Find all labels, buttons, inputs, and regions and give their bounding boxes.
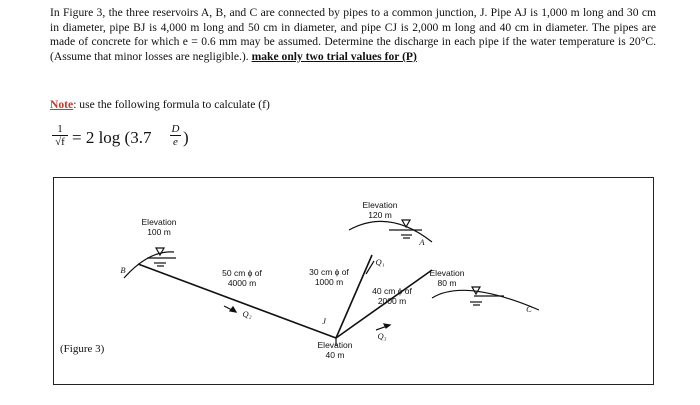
- pipe-cj-label: 40 cm ϕ of 2000 m: [372, 286, 412, 306]
- flow-q3: Q₃: [377, 331, 387, 341]
- formula-equation: = 2 log (3.7: [72, 128, 152, 147]
- reservoir-b-elevation: Elevation 100 m: [141, 217, 177, 237]
- formula-close: ): [183, 128, 189, 147]
- pipe-aj-label: 30 cm ϕ of 1000 m: [309, 267, 349, 287]
- note-label: Note: [50, 98, 74, 111]
- note-text: : use the following formula to calculate (f): [73, 98, 270, 111]
- flow-q2: Q₂: [242, 309, 252, 319]
- reservoir-b-letter: B: [120, 265, 126, 275]
- reservoir-c-outline: [432, 290, 539, 310]
- figure-caption: (Figure 3): [60, 343, 105, 355]
- figure-3: [53, 177, 654, 385]
- note-line: [50, 98, 270, 112]
- formula-rhs-numerator: D: [171, 123, 180, 135]
- problem-text: In Figure 3, the three reservoirs A, B, and C are connected by pipes to a common junction, J. Pipe AJ is 1,000 m long and 30 cm in diameter, pipe BJ is 4,000 m long and 50 cm in diameter, and pipe CJ is 2,000 m long and 40 cm in diameter. The pipes are made of concrete for which e = 0.6 mm may be assumed. Determine the discharge in each pipe if the water temperature is 20°C. (Assume that minor losses are negligible.).: [50, 6, 656, 63]
- junction-elevation: Elevation 40 m: [317, 340, 353, 360]
- formula-lhs-numerator: 1: [57, 123, 63, 135]
- reservoir-a-letter: A: [419, 237, 425, 247]
- formula-lhs-denominator: √f: [55, 136, 65, 148]
- formula-rhs-denominator: e: [173, 136, 178, 148]
- pipe-bj-label: 50 cm ϕ of 4000 m: [222, 268, 262, 288]
- reservoir-a-elevation: Elevation 120 m: [362, 200, 398, 220]
- reservoir-c-elevation: Elevation 80 m: [429, 268, 465, 288]
- flow-q1: Q₁: [375, 257, 385, 267]
- junction-letter: J: [322, 316, 326, 326]
- formula-lhs-fraction: [52, 123, 68, 149]
- reservoir-c-letter: C: [526, 304, 532, 314]
- problem-emphasis: make only two trial values for (P): [251, 49, 417, 63]
- problem-statement: [50, 6, 656, 64]
- formula-rhs-fraction: [170, 123, 181, 149]
